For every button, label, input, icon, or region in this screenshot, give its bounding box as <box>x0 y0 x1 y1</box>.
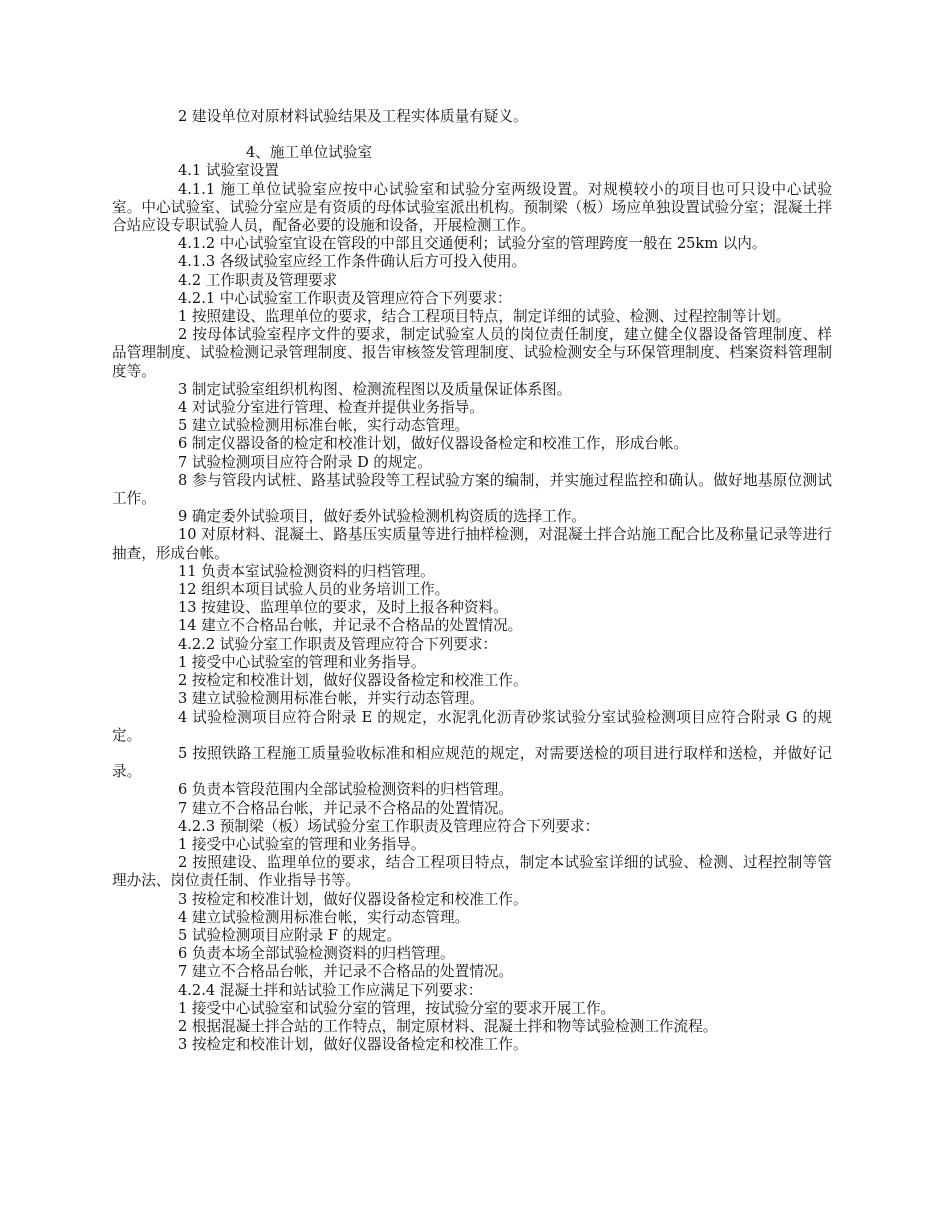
list-item-4-2-4-3: 3 按检定和校准计划，做好仪器设备检定和校准工作。 <box>178 1036 528 1054</box>
list-item-4-2-1-5: 5 建立试验检测用标准台帐，实行动态管理。 <box>178 417 470 435</box>
list-item-4-2-1-1: 1 按照建设、监理单位的要求，结合工程项目特点，制定详细的试验、检测、过程控制等计划。 <box>178 308 791 326</box>
list-item-4-2-1-3: 3 制定试验室组织机构图、检测流程图以及质量保证体系图。 <box>178 380 572 398</box>
paragraph-4-1-1: 4.1.1 施工单位试验室应按中心试验室和试验分室两级设置。对规模较小的项目也可只设中心试验室。中心试验室、试验分室应是有资质的母体试验室派出机构。预制梁（板）场应单独设置试验分室；混凝土拌合站应设专职试验人员，配备必要的设施和设备，开展检测工作。 <box>112 180 832 235</box>
heading-4-2: 4.2 工作职责及管理要求 <box>178 271 338 289</box>
list-item-4-2-2-1: 1 接受中心试验室的管理和业务指导。 <box>178 653 426 671</box>
list-item-4-2-1-4: 4 对试验分室进行管理、检查并提供业务指导。 <box>178 399 484 417</box>
list-item-4-2-1-6: 6 制定仪器设备的检定和校准计划，做好仪器设备检定和校准工作，形成台帐。 <box>178 435 689 453</box>
list-item-4-2-1-14: 14 建立不合格品台帐，并记录不合格品的处置情况。 <box>178 617 523 635</box>
list-item-4-2-4-1: 1 接受中心试验室和试验分室的管理，按试验分室的要求开展工作。 <box>178 999 616 1017</box>
section-heading-4: 4、施工单位试验室 <box>246 144 373 162</box>
paragraph-4-1-3: 4.1.3 各级试验室应经工作条件确认后方可投入使用。 <box>178 253 527 271</box>
list-item-4-2-3-7: 7 建立不合格品台帐，并记录不合格品的处置情况。 <box>178 963 513 981</box>
list-item-4-2-2-2: 2 按检定和校准计划，做好仪器设备检定和校准工作。 <box>178 672 528 690</box>
list-item-4-2-1-9: 9 确定委外试验项目，做好委外试验检测机构资质的选择工作。 <box>178 508 586 526</box>
list-item-4-2-2-3: 3 建立试验检测用标准台帐，并实行动态管理。 <box>178 690 484 708</box>
list-item-4-2-1-11: 11 负责本室试验检测资料的归档管理。 <box>178 562 435 580</box>
paragraph-spacer <box>112 126 832 144</box>
list-item-4-2-1-12: 12 组织本项目试验人员的业务培训工作。 <box>178 581 450 599</box>
heading-4-2-2: 4.2.2 试验分室工作职责及管理应符合下列要求： <box>178 635 498 653</box>
list-item-4-2-3-2: 2 按照建设、监理单位的要求，结合工程项目特点，制定本试验室详细的试验、检测、过程控制等管理办法、岗位责任制、作业指导书等。 <box>112 854 832 890</box>
heading-4-1: 4.1 试验室设置 <box>178 162 279 180</box>
list-item-4-2-3-3: 3 按检定和校准计划，做好仪器设备检定和校准工作。 <box>178 890 528 908</box>
list-item-4-2-2-5: 5 按照铁路工程施工质量验收标准和相应规范的规定，对需要送检的项目进行取样和送检，并做好记录。 <box>112 744 832 781</box>
list-item-4-2-1-7: 7 试验检测项目应符合附录 D 的规定。 <box>178 453 432 471</box>
list-item-4-2-2-7: 7 建立不合格品台帐，并记录不合格品的处置情况。 <box>178 799 513 817</box>
list-item-4-2-2-4: 4 试验检测项目应符合附录 E 的规定，水泥乳化沥青砂浆试验分室试验检测项目应符合附录 G 的规定。 <box>112 708 832 744</box>
heading-4-2-1: 4.2.1 中心试验室工作职责及管理应符合下列要求： <box>178 289 512 307</box>
heading-4-2-3: 4.2.3 预制梁（板）场试验分室工作职责及管理应符合下列要求： <box>178 817 600 835</box>
list-item-4-2-3-6: 6 负责本场全部试验检测资料的归档管理。 <box>178 945 455 963</box>
list-item-4-2-3-5: 5 试验检测项目应附录 F 的规定。 <box>178 926 402 944</box>
paragraph-construction-doubt: 2 建设单位对原材料试验结果及工程实体质量有疑义。 <box>178 108 528 125</box>
list-item-4-2-3-4: 4 建立试验检测用标准台帐，实行动态管理。 <box>178 908 470 926</box>
list-item-4-2-1-13: 13 按建设、监理单位的要求，及时上报各种资料。 <box>178 599 508 617</box>
list-item-4-2-3-1: 1 接受中心试验室的管理和业务指导。 <box>178 835 426 853</box>
heading-4-2-4: 4.2.4 混凝土拌和站试验工作应满足下列要求： <box>178 981 483 999</box>
list-item-4-2-2-6: 6 负责本管段范围内全部试验检测资料的归档管理。 <box>178 781 513 799</box>
list-item-4-2-1-2: 2 按母体试验室程序文件的要求，制定试验室人员的岗位责任制度，建立健全仪器设备管理制度、样品管理制度、试验检测记录管理制度、报告审核签发管理制度、试验检测安全与环保管理制度、档案资料管理制度等。 <box>112 326 832 380</box>
paragraph-4-1-2: 4.1.2 中心试验室宜设在管段的中部且交通便利；试验分室的管理跨度一般在 25km 以内。 <box>178 235 767 253</box>
list-item-4-2-1-10: 10 对原材料、混凝土、路基压实质量等进行抽样检测，对混凝土拌合站施工配合比及称量记录等进行抽查，形成台帐。 <box>112 526 832 562</box>
list-item-4-2-4-2: 2 根据混凝土拌合站的工作特点，制定原材料、混凝土拌和物等试验检测工作流程。 <box>178 1017 718 1035</box>
list-item-4-2-1-8: 8 参与管段内试桩、路基试验段等工程试验方案的编制，并实施过程监控和确认。做好地基原位测试工作。 <box>112 471 832 508</box>
